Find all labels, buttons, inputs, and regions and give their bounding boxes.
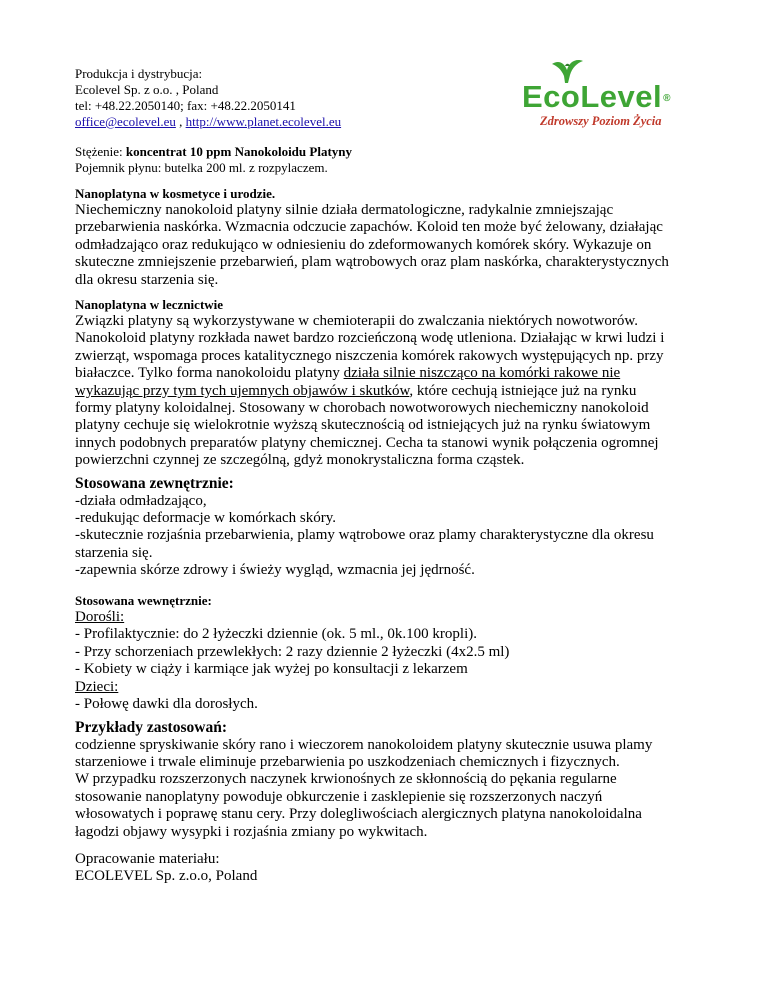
external-use-section — [75, 475, 705, 580]
paragraph-line: powierzchni czynnej ze szczególną, gdyż monokrystaliczna forma cząstek. — [75, 452, 525, 469]
paragraph-line: stosowanie nanoplatyny powoduje obkurczenie i zasklepienie się rozszerzonych naczyń — [75, 788, 603, 805]
internal-heading: Stosowana wewnętrznie: — [75, 593, 212, 608]
logo-tagline: Zdrowszy Poziom Życia — [540, 114, 662, 128]
examples-section — [75, 719, 705, 841]
paragraph-line: Związki platyny są wykorzystywane w chemioterapii do zwalczania niektórych nowotworów. — [75, 313, 639, 329]
container-line: Pojemnik płynu: butelka 200 ml. z rozpylaczem. — [75, 160, 328, 175]
paragraph-line: zwierząt, wspomaga proces katalitycznego niszczenia komórek rakowych występujących np. przy — [75, 347, 664, 364]
paragraph-line: platyny cechuje się wielokrotnie wyższą skutecznością od istniejących już na rynku światowym — [75, 417, 651, 434]
contact-line-phone: tel: +48.22.2050140; fax: +48.22.2050141 — [75, 98, 296, 113]
internal-use-section — [75, 593, 705, 713]
cosmetics-heading: Nanoplatyna w kosmetyce i urodzie. — [75, 186, 276, 201]
medicine-heading: Nanoplatyna w lecznictwie — [75, 297, 224, 312]
paragraph-line: odmładzająco oraz redukująco w odniesieniu do zdeformowanych komórek skóry. Wykazuje on — [75, 236, 652, 253]
examples-heading: Przykłady zastosowań: — [75, 719, 227, 736]
list-item: starzenia się. — [75, 544, 153, 561]
internal-list — [75, 609, 705, 713]
paragraph-line: dla okresu starzenia się. — [75, 271, 219, 288]
examples-paragraph — [75, 737, 705, 841]
list-item: -zapewnia skórze zdrowy i świeży wygląd, wzmacnia jej jędrność. — [75, 562, 475, 579]
paragraph-line: formy platyny koloidalnej. Stosowany w chorobach nowotworowych niechemiczny nanokoloid — [75, 400, 649, 417]
underlined-text: wykazując przy tym tych ujemnych objawów i skutków — [75, 382, 410, 399]
list-item: - Przy schorzeniach przewlekłych: 2 razy dziennie 2 łyżeczki (4x2.5 ml) — [75, 643, 510, 660]
list-item: - Połowę dawki dla dorosłych. — [75, 696, 258, 713]
footer-block — [75, 851, 705, 886]
contact-line-company: Ecolevel Sp. z o.o. , Poland — [75, 82, 219, 97]
logo-brand-level: Level — [580, 79, 663, 114]
email-link[interactable]: office@ecolevel.eu — [75, 114, 176, 129]
list-item: -skutecznie rozjaśnia przebarwienia, plamy wątrobowe oraz plamy charakterystyczne dla okresu — [75, 527, 654, 544]
paragraph-line: starzeniowe i trwale eliminuje przebarwienia po uszkodzeniach chemicznych i fizycznych. — [75, 753, 620, 770]
underlined-text: działa silnie niszcząco na komórki rakowe nie — [343, 365, 621, 382]
paragraph-line: skuteczne zmniejszenie przebarwień, plam wątrobowych oraz plam naskórka, charakterystycznych — [75, 254, 669, 271]
paragraph-line: łagodzi objawy wysypki i rozjaśnia zmiany po wykwitach. — [75, 823, 428, 840]
logo-wordmark — [522, 81, 671, 113]
paragraph-line — [75, 383, 705, 400]
paragraph-line: W przypadku rozszerzonych naczynek krwionośnych ze skłonnością do pękania regularne — [75, 771, 617, 788]
links-separator: , — [175, 114, 186, 129]
list-item: -działa odmładzająco, — [75, 492, 207, 509]
external-heading: Stosowana zewnętrznie: — [75, 475, 234, 492]
cosmetics-section — [75, 186, 705, 289]
medicine-section — [75, 297, 705, 470]
paragraph-line: przebarwienia naskórka. Wzmacnia odczucie zapachów. Koloid ten może być żelowany, działając — [75, 219, 663, 236]
external-list — [75, 493, 705, 580]
website-link[interactable]: http://www.planet.ecolevel.eu — [185, 114, 342, 129]
paragraph-line: codzienne spryskiwanie skóry rano i wieczorem nanokoloidem platyny skutecznie usuwa plamy — [75, 736, 653, 753]
list-item: -redukując deformacje w komórkach skóry. — [75, 509, 337, 526]
concentration-line — [75, 144, 705, 160]
text-fragment: białaczce. Tylko forma nanokoloidu platyny — [75, 365, 344, 382]
paragraph-line: włosowatych i poprawę stanu cery. Przy dolegliwościach alergicznych platyna nanokoloidalna — [75, 806, 642, 823]
medicine-paragraph — [75, 313, 705, 470]
footer-prepared-by: Opracowanie materiału: — [75, 851, 220, 867]
paragraph-line: Niechemiczny nanokoloid platyny silnie działa dermatologiczne, radykalnie zmniejszając — [75, 202, 614, 218]
ecolevel-logo — [516, 58, 672, 130]
cosmetics-paragraph — [75, 202, 705, 289]
concentration-value: koncentrat 10 ppm Nanokoloidu Platyny — [125, 144, 352, 159]
product-info — [75, 144, 705, 176]
logo-brand-eco: Eco — [522, 79, 581, 114]
concentration-label: Stężenie: — [75, 144, 126, 159]
text-fragment: , które cechują istniejące już na rynku — [409, 382, 637, 399]
contact-line-production: Produkcja i dystrybucja: — [75, 66, 203, 81]
registered-mark: ® — [663, 93, 672, 104]
paragraph-line — [75, 365, 705, 382]
footer-company: ECOLEVEL Sp. z.o.o, Poland — [75, 868, 258, 885]
adults-label: Dorośli: — [75, 609, 125, 625]
list-item: - Profilaktycznie: do 2 łyżeczki dziennie (ok. 5 ml., 0k.100 kropli). — [75, 626, 477, 643]
list-item: - Kobiety w ciąży i karmiące jak wyżej po konsultacji z lekarzem — [75, 661, 468, 678]
children-label: Dzieci: — [75, 678, 119, 695]
paragraph-line: Nanokoloid platyny rozkłada nawet bardzo rozcieńczoną wodę utleniona. Działając w krwi ludzi i — [75, 330, 665, 347]
paragraph-line: innych podobnych preparatów platyny chemicznej. Cecha ta stanowi wynik połączenia ogromnej — [75, 434, 659, 451]
